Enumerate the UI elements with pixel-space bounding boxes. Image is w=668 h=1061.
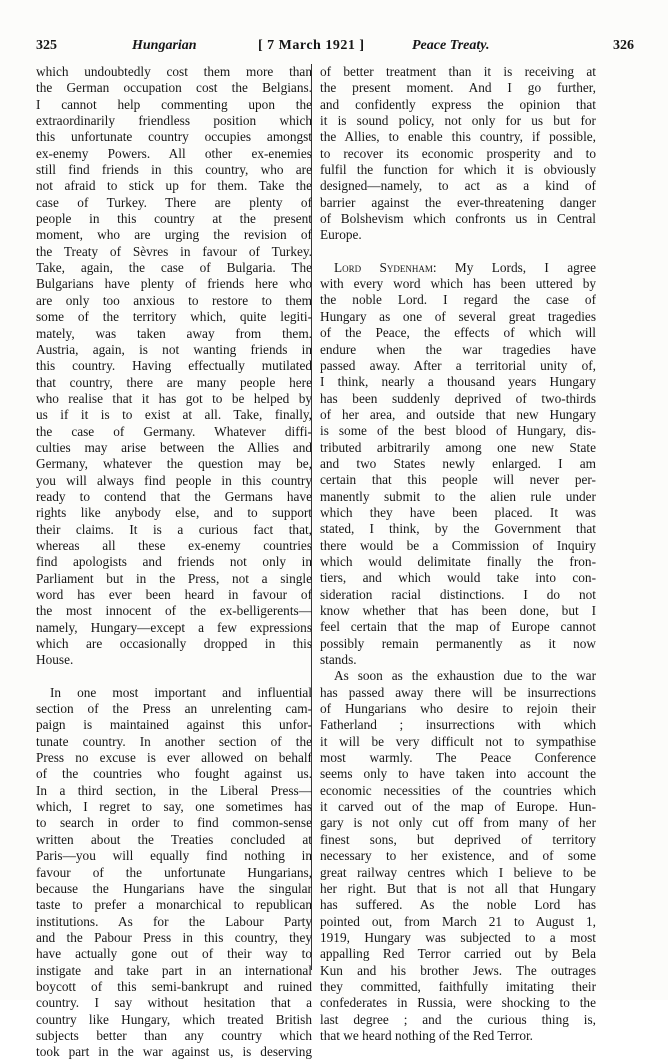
text-line: pointed out, from March 21 to August 1, (320, 913, 596, 929)
text-line: this unfortunate country occupies amongst (36, 129, 312, 145)
text-line: their claims. It is a curious fact that, (36, 521, 312, 537)
text-line: confederates in Russia, were shocking to the (320, 995, 596, 1011)
text-line: passed away. After a territorial unity of, (320, 357, 596, 373)
text-line: possibly remain permanently as it now (320, 635, 596, 651)
text-line: favour of the unfortunate Hungarians, (36, 864, 312, 880)
text-line: gary is not only cut off from many of her (320, 815, 596, 831)
text-line: country like Hungary, which treated British (36, 1011, 312, 1027)
right-page-number: 326 (613, 38, 634, 53)
text-line: there would be a Commission of Inquiry (320, 537, 596, 553)
text-line: sideration racial distinctions. I do not (320, 586, 596, 602)
text-line: Fatherland ; insurrections with which (320, 717, 596, 733)
text-line: finest sons, but deprived of territory (320, 831, 596, 847)
text-line: find apologists and friends not only in (36, 554, 312, 570)
text-line: of better treatment than it is receiving at (320, 64, 596, 79)
text-line: paign is maintained against this unfor- (36, 717, 312, 733)
right-paragraph-2 (320, 276, 596, 668)
text-line: of the countries who fought against us. (36, 766, 312, 782)
text-line: written about the Treaties concluded at (36, 831, 312, 847)
text-line: taste to prefer a monarchical to republican (36, 897, 312, 913)
right-running-title: Peace Treaty. (412, 38, 490, 53)
right-column (320, 64, 596, 1044)
text-line: stands. (320, 652, 357, 668)
text-line: the present moment. And I go further, (320, 80, 596, 96)
text-line: endure when the war tragedies have (320, 341, 596, 357)
text-line: with every word which has been uttered by (320, 276, 596, 292)
text-line: the most innocent of the ex-belligerents— (36, 603, 312, 619)
text-line: barrier against the ever-threatening danger (320, 194, 596, 210)
text-line: it carved out of the map of Europe. Hun- (320, 799, 596, 815)
page-header (36, 38, 634, 58)
text-line: House. (36, 652, 74, 668)
text-line: institutions. As for the Labour Party (36, 913, 312, 929)
text-line: economic necessities of the countries which (320, 782, 596, 798)
text-line: to recover its economic prosperity and to (320, 145, 596, 161)
text-line: seems only to have taken into account the (320, 766, 596, 782)
text-line: whereas all these ex-enemy countries (36, 537, 312, 553)
text-line: In one most important and influential (50, 684, 312, 700)
text-line: country. I say without hesitation that a (36, 995, 312, 1011)
text-line: Parliament but in the Press, not a single (36, 570, 312, 586)
text-line: Austria, again, is not wanting friends in (36, 341, 312, 357)
text-line: word has ever been heard in favour of (36, 587, 312, 602)
text-line: they committed, faithfully imitating their (320, 978, 596, 994)
text-line: the case of Germany. Whatever diffi- (36, 423, 312, 439)
text-line: rights like anybody else, and to support (36, 505, 312, 521)
text-line: which, I regret to say, one sometimes has (36, 799, 312, 815)
sitting-date: [ 7 March 1921 ] (258, 38, 365, 53)
text-line: most warmly. The Peace Conference (320, 750, 596, 766)
text-line: Take, again, the case of Bulgaria. The (36, 260, 312, 276)
text-line: have actually gone out of their way to (36, 946, 312, 962)
text-line: not afraid to stick up for them. Take the (36, 178, 312, 194)
text-line: As soon as the exhaustion due to the war (334, 668, 596, 684)
text-line: has passed away there will be insurrections (320, 684, 596, 700)
text-line: of Bolshevism which confronts us in Central (320, 211, 596, 227)
text-line: culties may arise between the Allies and (36, 439, 312, 455)
text-line: tributed arbitrarily among one new State (320, 439, 596, 455)
text-line: namely, Hungary—except a few expressions (36, 619, 312, 635)
text-line: her right. But that is not all that Hungary (320, 880, 596, 896)
text-line: took part in the war against us, is deserving (36, 1044, 312, 1060)
speaker-name: Lord Sydenham (334, 259, 433, 275)
speaker-line (320, 260, 596, 276)
text-line: you will always find people in this country (36, 472, 312, 488)
text-line: of Hungarians who desire to rejoin their (320, 701, 596, 717)
text-line: 1919, Hungary was subjected to a most (320, 929, 596, 945)
text-line: and two States newly enlarged. I am (320, 455, 596, 471)
text-line: stated, I think, by the Government that (320, 521, 596, 537)
text-line: designed—namely, to act as a kind of (320, 178, 596, 194)
text-line: and the Pabour Press in this country, they (36, 929, 312, 945)
text-line: tunate country. In another section of the (36, 733, 312, 749)
text-line: who realise that it has got to be helped by (36, 390, 312, 406)
text-line: feel certain that the map of Europe cannot (320, 619, 596, 635)
left-paragraph-1 (36, 64, 312, 669)
text-line: the noble Lord. I regard the case of (320, 292, 596, 308)
text-line: ready to contend that the Germans have (36, 488, 312, 504)
text-line: us if it is to exist at all. Take, finally, (36, 407, 312, 423)
text-line: which they have been placed. It was (320, 504, 596, 520)
text-line: instigate and take part in an international (36, 962, 312, 978)
text-line: of her area, and outside that new Hungary (320, 406, 596, 422)
text-line: Hungary as one of several great tragedies (320, 308, 596, 324)
text-line: are only too anxious to restore to them (36, 292, 312, 308)
text-line: Press no excuse is ever allowed on behalf (36, 750, 312, 766)
text-line: extraordinarily friendless position which (36, 113, 312, 129)
text-line: to search in order to find common-sense (36, 815, 312, 831)
text-line: appalling Red Terror carried out by Bela (320, 946, 596, 962)
text-line: Europe. (320, 227, 362, 243)
text-line: I cannot help commenting upon the (36, 96, 312, 112)
text-line: people in this country at the present (36, 211, 312, 227)
text-line: the German occupation cost the Belgians. (36, 80, 312, 96)
left-column (36, 64, 312, 1061)
left-paragraph-2 (36, 685, 312, 1061)
text-line: Bulgarians have plenty of friends here who (36, 276, 312, 292)
text-line: it will be very difficult not to sympathise (320, 733, 596, 749)
text-line: moment, who are urging the revision of (36, 227, 312, 243)
text-line: I think, nearly a thousand years Hungary (320, 374, 596, 390)
text-line: has suffered. As the noble Lord has (320, 897, 596, 913)
text-line: it is sound policy, not only for us but for (320, 113, 596, 129)
text-line: because the Hungarians have the singular (36, 880, 312, 896)
text-line: this country. Having effectually mutilated (36, 358, 312, 374)
right-paragraph-1 (320, 64, 596, 244)
text-line: last degree ; and the curious thing is, (320, 1011, 596, 1027)
text-line: ex-enemy Powers. All other ex-enemies (36, 145, 312, 161)
text-line: section of the Press an unrelenting cam- (36, 701, 312, 717)
speech-opening: : My Lords, I agree (432, 259, 596, 275)
text-line: know whether that has been done, but I (320, 603, 596, 618)
text-line: still find friends in this country, who are (36, 162, 312, 178)
right-paragraph-3 (320, 668, 596, 1044)
left-running-title: Hungarian (132, 38, 197, 53)
text-line: which would delimitate finally the fron- (320, 553, 596, 569)
text-line: of the Peace, the effects of which will (320, 325, 596, 341)
text-line: has been suddenly deprived of two-thirds (320, 390, 596, 406)
left-page-number: 325 (36, 38, 57, 53)
text-line: is some of the best blood of Hungary, dis- (320, 423, 596, 439)
text-line: tiers, and which would take into con- (320, 570, 596, 586)
text-line: fulfil the function for which it is obviously (320, 162, 596, 178)
text-line: manently submit to the alien rule under (320, 488, 596, 504)
text-line: case of Turkey. There are plenty of (36, 194, 312, 210)
text-line: Kun and his brother Jews. The outrages (320, 962, 596, 978)
text-line: that country, there are many people here (36, 374, 312, 390)
text-line: mately, was taken away from them. (36, 325, 312, 341)
text-line: that we heard nothing of the Red Terror. (320, 1027, 533, 1043)
text-line: boycott of this semi-bankrupt and ruined (36, 978, 312, 994)
text-line: which undoubtedly cost them more than (36, 64, 312, 79)
text-line: great railway centres which I believe to be (320, 864, 596, 880)
paragraph-gap (320, 244, 596, 260)
text-line: and confidently express the opinion that (320, 96, 596, 112)
text-line: Germany, whatever the question may be, (36, 456, 312, 472)
text-line: necessary to her existence, and of some (320, 848, 596, 864)
paragraph-gap (36, 669, 312, 685)
text-line: Paris—you will equally find nothing in (36, 848, 312, 864)
text-line: the Allies, to enable this country, if possible, (320, 129, 596, 145)
text-line: In a third section, in the Liberal Press— (36, 782, 312, 798)
text-line: the Treaty of Sèvres in favour of Turkey. (36, 243, 312, 259)
text-line: which are occasionally dropped in this (36, 636, 312, 652)
text-line: subjects better than any country which (36, 1027, 312, 1043)
text-line: some of the territory which, quite legiti- (36, 309, 312, 325)
text-line: certain that this people will never per- (320, 472, 596, 488)
